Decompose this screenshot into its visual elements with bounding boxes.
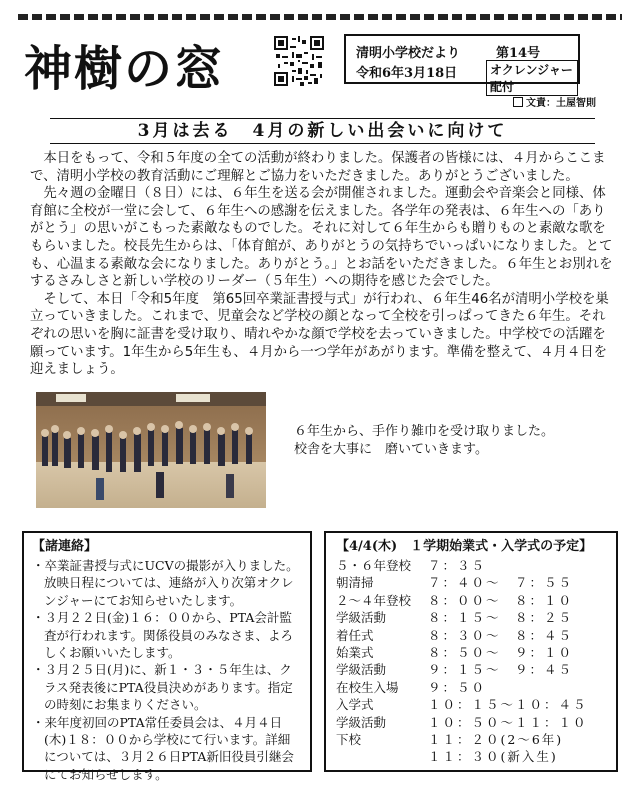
caption-line: ６年生から、手作り雑巾を受け取りました。 (294, 424, 555, 439)
table-row (336, 661, 606, 678)
distribution-method: オクレンジャー配付 (486, 60, 578, 96)
table-row (336, 644, 606, 661)
schedule-event: ２～４年登校 (336, 592, 412, 608)
schedule-event: ５・６年登校 (336, 558, 412, 573)
table-row (336, 609, 606, 626)
caption-line: 校舎を大事に 磨いていきます。 (294, 442, 488, 457)
table-row (336, 679, 606, 696)
schedule-event: 着任式 (336, 627, 374, 643)
list-item: ・ ３月２５日(月)に、新１・３・５年生は、クラス発表後にPTA役員決めがあります。指定の時刻にお集まりください。 (32, 661, 302, 713)
list-item: ・ ３月２２日(金)１６：００から、PTA会計監査が行われます。関係役員のみなさま、よろしくお願いいたします。 (32, 609, 302, 661)
schedule-event: 学級活動 (336, 662, 387, 678)
schedule-time: １１：２０(2～6年) (428, 732, 564, 748)
schedule-time: ７：４０～ ７：５５ (428, 575, 574, 591)
article-paragraph: 先々週の金曜日（８日）には、６年生を送る会が開催されました。運動会や音楽会と同様、体育館に全校が一堂に会して、６年生への感謝を伝えました。各学年の発表は、６年生への「ありがとう」の思いがこもった素敵なものでした。それに対して６年生からも贈りものと素敵な歌をもらいました。校長先生からは、「体育館が、ありがとうの気持ちでいっぱいになりました。とても、心温まる素敵な会になりました。ありがとう。」とお話をいただきました。６年生とお別れをするさみしさと新しい学校のリーダー（５年生）への期待を感じた会でした。 (30, 186, 613, 290)
list-item: ・ 卒業証書授与式にUCVの撮影が入りました。放映日程については、連絡が入り次第オクレンジャーにてお知らせいたします。 (32, 557, 302, 609)
table-row (336, 592, 606, 609)
schedule-event: 学級活動 (336, 714, 387, 730)
list-item: ・ 来年度初回のPTA常任委員会は、４月４日(木)１８：００から学校にて行います。詳細については、３月２６日PTA新旧役員引継会にてお知らせします。 (32, 714, 302, 784)
table-row (336, 714, 606, 731)
table-row (336, 748, 606, 765)
issue-info-box (344, 34, 580, 94)
schedule-time: ８：３０～ ８：４５ (428, 627, 574, 643)
schedule-time: ９：１５～ ９：４５ (428, 662, 574, 678)
issue-number: 第14号 (496, 46, 541, 61)
schedule-time: １０：１５～１０：４５ (428, 697, 588, 713)
schedule-time: ８：１５～ ８：２５ (428, 610, 574, 626)
schedule-event: 始業式 (336, 645, 374, 661)
photo-caption (294, 423, 554, 459)
notices-title: 【諸連絡】 (32, 539, 98, 554)
schedule-time: ８：５０～ ９：１０ (428, 645, 574, 661)
notices-box (22, 531, 312, 782)
top-dashed-rule (18, 14, 622, 20)
schedule-time: ９：５０ (428, 679, 487, 695)
article-headline: 3月は去る 4月の新しい出会いに向けて (50, 118, 595, 144)
schedule-title: 【4/4(木) １学期始業式・入学式の予定】 (336, 539, 593, 554)
schedule-time: ８：００～ ８：１０ (428, 592, 574, 608)
schedule-event: 朝清掃 (336, 575, 374, 591)
table-row (336, 574, 606, 591)
author-text: 文責：土屋智則 (526, 98, 596, 109)
schedule-time: １０：５０～１１：１０ (428, 714, 588, 730)
gym-photo (36, 392, 266, 508)
table-row (336, 627, 606, 644)
table-row (336, 731, 606, 748)
qr-code-icon[interactable] (274, 36, 324, 86)
schedule-time: ７：３５ (428, 558, 487, 573)
article-body (30, 150, 615, 379)
table-row (336, 557, 606, 574)
issue-date: 令和6年3月18日 (356, 66, 458, 81)
notices-list (32, 557, 302, 783)
schedule-box (324, 531, 618, 772)
checkbox-square-icon (513, 97, 523, 107)
schedule-event: 下校 (336, 732, 362, 748)
schedule-event: 在校生入場 (336, 679, 399, 695)
table-row (336, 696, 606, 713)
school-name: 清明小学校だより (356, 46, 461, 61)
schedule-event (336, 748, 428, 765)
article-paragraph: 本日をもって、令和５年度の全ての活動が終わりました。保護者の皆様には、４月からここまで、清明小学校の教育活動にご理解とご協力をいただきました。ありがとうございました。 (30, 151, 606, 184)
schedule-time: １１：３０(新入生) (428, 749, 558, 765)
schedule-event: 入学式 (336, 697, 374, 713)
newsletter-title: 神樹の窓 (24, 41, 225, 97)
schedule-event: 学級活動 (336, 610, 387, 626)
article-paragraph: そして、本日「令和5年度 第65回卒業証書授与式」が行われ、６年生46名が清明小学校を巣立っていきました。これまで、児童会など学校の顔となって全校を引っぱってきた６年生。それぞれの思いを胸に証書を受け取り、晴れやかな顔で学校を去っていきました。中学校での活躍を願っています。1年生から5年生も、４月から一つ学年があがります。準備を整えて、４月４日を迎えましょう。 (30, 291, 609, 378)
author-credit (513, 94, 596, 109)
